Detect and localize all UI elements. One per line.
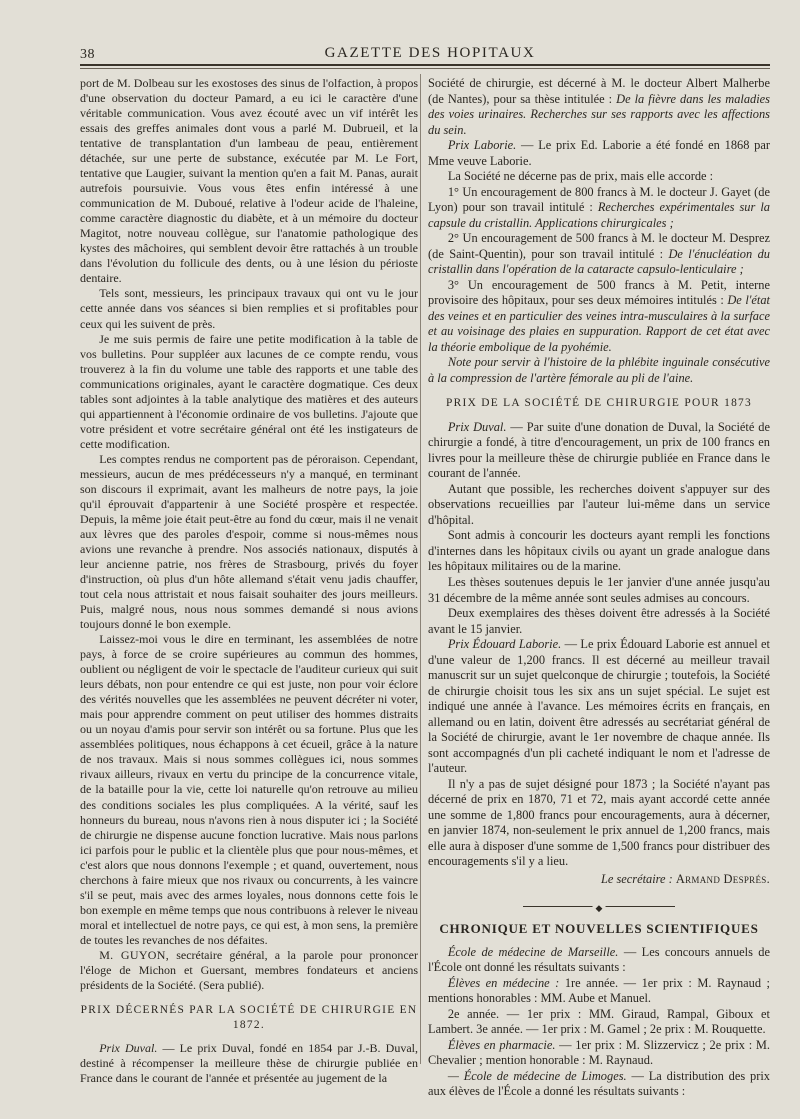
paragraph-text: 3° Un encouragement de 500 francs à M. Petit, interne provisoire des hôpitaux, pour ses deux mémoires intitulés : [428,277,770,308]
paragraph-text: 2° Un encouragement de 500 francs à M. le docteur M. Desprez (de Saint-Quentin), pour son travail intitulé : [428,231,770,261]
paragraph-text: Je me suis permis de faire une petite modification à la table de vos bulletins. Pour suppléer aux lacunes de ce compte rendu, vous trouverez à la fin du volume une table des rapports et une table des communications originales, ayant le caractère dogmatique. Ces deux tables sont adjointes à la table analytique des matières et des auteurs qui appartiennent à l'économie ordinaire de vos bulletins. J'ajoute que votre président et votre secrétaire général ont été les instigateurs de cette modification. [80,331,418,451]
paragraph-text: 1° Un encouragement de 800 francs à M. le docteur J. Gayet (de Lyon) pour son travail intitulé : [428,184,770,215]
paragraph [428,482,770,529]
paragraph [428,528,770,575]
left-column [80,76,418,1086]
column-separator [420,74,421,1064]
page-number: 38 [80,47,95,62]
right-column [428,76,770,1100]
paragraph-text: Deux exemplaires des thèses doivent être adressés à la Société avant le 15 janvier. [428,606,770,636]
paragraph-text: Les thèses soutenues depuis le 1er janvier d'une année jusqu'au 31 décembre de la même année sont seules admises au concours. [428,574,770,605]
paragraph [428,945,770,976]
paragraph [80,76,418,286]
signature [428,872,770,888]
paragraph-text: 1re année. — 1er prix : M. Raynaud ; mentions honorables : MM. Aube et Manuel. [428,975,770,1006]
paragraph [428,169,770,185]
paragraph-italic: De l'état des veines et en particulier des veines intra-musculaires à la surface et au voisinage des plaies en suppuration. Rapport de cet état avec la théorie embolique de la pyohémie. [428,293,770,354]
paragraph [428,278,770,356]
paragraph-lead: Prix Duval. [99,1040,158,1055]
paragraph-text: port de M. Dolbeau sur les exostoses des sinus de l'olfaction, à propos d'une observation du docteur Pamard, a eu ici le caractère d'une véritable communication. Vous avez écouté avec un vif intérêt les essais des greffes animales dont vous a parlé M. Dubrueil, et la tentative de transplantation d'un lambeau de peau, entièrement détachée, sur une perte de substance, exécutée par M. Le Fort, tentative que Laugier, suivant la mention qu'en a fait M. Panas, aurait autrefois poursuivie. Vous vous êtes enfin intéressé à une communication de M. Duboué, relative à l'odeur acide de l'haleine, comme caractère diagnostic du diabète, et à un mémoire du docteur Magitot, notre nouveau collègue, sur l'anatomie pathologique des kystes des mâchoires, qui semblent devoir être rattachés à un trouble dans l'évolution du follicule des dents, ou à une lésion du périoste dentaire. [80,76,418,286]
paragraph [428,76,770,138]
paragraph-text: — Le prix Ed. Laborie a été fondé en 1868 par Mme veuve Laborie. [428,138,770,168]
diamond-ornament-icon: ◆ [593,901,606,917]
paragraph [428,637,770,777]
paragraph-lead: École de médecine de Marseille. [447,944,619,959]
paragraph-text: Sont admis à concourir les docteurs ayant rempli les fonctions d'internes dans les hôpitaux civils ou ayant un grade analogue dans les hôpitaux militaires ou de la marine. [428,528,770,574]
paragraph-lead: M. GUYON, [99,947,170,962]
paragraph-text: 2e année. — 1er prix : MM. Giraud, Rampal, Giboux et Lambert. 3e année. — 1er prix : M. Gamel ; 2e prix : M. Rouquette. [428,1006,770,1037]
paragraph-text: Tels sont, messieurs, les principaux travaux qui ont vu le jour cette année dans vos séances si bien remplies et si profitables pour ceux qui les suivent de près. [80,286,418,331]
paragraph-text: secrétaire général, a la parole pour prononcer l'éloge de Michon et Guersant, membres fondateurs et anciens présidents de la Société. (Sera publié). [80,947,418,992]
paragraph [428,1069,770,1100]
paragraph [80,452,418,632]
paragraph [428,231,770,278]
paragraph [428,1007,770,1038]
paragraph-text: — Le prix Édouard Laborie est annuel et d'une valeur de 1,200 francs. Il est décerné au meilleur travail manuscrit sur un sujet quelconque de chirurgie ; toutefois, la Société de chirurgie choisit tous les six ans un sujet spécial. Le sujet est indiqué une année à l'avance. Les mémoires écrits en français, en allemand ou en latin, doivent être adressés au secrétariat général de la Société de chirurgie, avant le 1er novembre de chaque année. Ils sont accompagnés d'un pli cacheté indiquant le nom et l'adresse de l'auteur. [428,637,771,776]
section-heading: PRIX DÉCERNÉS PAR LA SOCIÉTÉ DE CHIRURGIE EN 1872. [80,1003,418,1031]
paragraph-text: — Les concours annuels de l'École ont donné les résultats suivants : [428,944,771,975]
paragraph-text: — Par suite d'une donation de Duval, la Société de chirurgie a fondé, à titre d'encouragement, un prix de 100 francs en livres pour la meilleure thèse de chirurgie publiée en France dans le courant de l'année. [428,419,770,481]
paragraph-lead: Élèves en médecine : [447,975,560,990]
section-heading: PRIX DE LA SOCIÉTÉ DE CHIRURGIE POUR 1873 [445,397,753,410]
paragraph [428,777,770,870]
paragraph [428,606,770,637]
paragraph-text: Société de chirurgie, est décerné à M. le docteur Albert Malherbe (de Nantes), pour sa thèse intitulée : [428,76,770,106]
paragraph-text: Il n'y a pas de sujet désigné pour 1873 ; la Société n'ayant pas décerné de prix en 1870, 71 et 72, mais ayant accordé cette année une somme de 1,800 francs pour encouragements, aura à décerner, en janvier 1874, non-seulement le prix annuel de 1,200 francs, mais elle aura à disposer d'une somme de 1,500 francs pour distribuer des encouragements s'il y a lieu. [428,776,770,869]
header-rule-thin [80,68,770,69]
paragraph-lead: Prix Duval. [447,419,507,434]
paragraph-lead: Prix Laborie. [447,138,517,153]
paragraph [428,420,770,482]
paragraph-text: La Société ne décerne pas de prix, mais elle accorde : [447,169,714,184]
paragraph [80,948,418,993]
paragraph-italic: Recherches expérimentales sur la capsule du cristallin. Applications chirurgicales ; [428,200,770,230]
paragraph-lead: Élèves en pharmacie. [447,1037,556,1052]
running-head: GAZETTE DES HOPITAUX [324,45,536,61]
paragraph-italic: De l'énucléation du cristallin dans l'opération de la cataracte capsulo-lenticulaire ; [428,246,770,277]
paragraph [428,575,770,606]
paragraph [428,355,770,386]
paragraph-text: Laissez-moi vous le dire en terminant, les assemblées de notre pays, à force de se croire supérieures au commun des hommes, oublient ou négligent de voir le spectacle de l'auditeur curieux qui suit leurs débats, non pour entendre ce qui est juste, non pour voir éclore des vérités nouvelles que les assemblées ne peuvent décréter ni voter, mais pour apprendre comment on peut utiliser des hommes distraits ou un noyau d'amis pour servir son intérêt ou sa fortune. Plus que les assemblées politiques, nous échappons à cet écueil, grâce à la nature de nos travaux. Mais si nous sommes collègues ici, nous sommes rivaux ailleurs, rivaux en vertu du principe de la concurrence vitale, de la bataille pour la vie, cette loi naturelle qu'on retrouve au milieu des conditions sociales les plus compliquées. A la vérité, sauf les honneurs du bureau, nous n'avons rien à nous disputer ici ; la Société de chirurgie ne dispense aucune fonction lucrative. Mais nous parlons ici parfois pour le public et la clientèle plus que pour nous-mêmes, et c'est alors que nous donnons l'exemple ; et quand, ouvertement, nous cherchons à faire mieux que nos rivaux ou concurrents, à les vaincre s'il se peut, mais avec des armes loyales, nous donnons cette fois le bon exemple en même temps que nous contribuons à relever le niveau moral et intellectuel de notre pays, ce qui est, à mon sens, la première de toutes les revanches de nos défaites. [80,632,418,947]
paragraph [80,332,418,452]
paragraph-italic: Note pour servir à l'histoire de la phlébite inguinale consécutive à la compression de l'artère fémorale au pli de l'aine. [428,355,770,385]
paragraph-italic: De la fièvre dans les maladies des voies urinaires. Recherches sur ses rapports avec les affections du sein. [428,91,770,137]
paragraph [428,138,770,169]
paragraph-text: — 1er prix : M. Slizzervicz ; 2e prix : M. Chevalier ; mention honorable : M. Raynaud. [428,1037,770,1068]
chronicle-heading: CHRONIQUE ET NOUVELLES SCIENTIFIQUES [439,921,759,937]
paragraph-text: — Le prix Duval, fondé en 1854 par J.-B. Duval, destiné à récompenser la meilleure thèse de chirurgie publiée en France dans le courant de l'année et présentée au jugement de la [80,1040,418,1086]
paragraph [428,1038,770,1069]
paragraph-lead: — École de médecine de Limoges. [447,1068,627,1083]
paragraph [80,632,418,948]
signature-label: Le secrétaire : [600,871,676,886]
paragraph-text: — La distribution des prix aux élèves de l'École a donné les résultats suivants : [428,1068,770,1099]
paragraph-lead: Prix Édouard Laborie. [447,637,562,652]
paragraph-text: Les comptes rendus ne comportent pas de péroraison. Cependant, messieurs, aucun de mes prédécesseurs n'y a manqué, en terminant son discours il exprimait, avant les malheurs de notre pays, la joie qu'il éprouvait d'appartenir à une Société prospère et respectée. Depuis, la même joie était peut-être au fond du cœur, mais il ne venait aux lèvres que des paroles d'espoir, comme si nous-mêmes nous avions une revanche à prendre. Nos associés nationaux, disputés à leur ancienne patrie, nos frères de Strasbourg, privés du foyer d'instruction, où plus d'un hôte allemand s'était venu jadis chauffer, tout cela nous attristait et nous faisait souhaiter des jours meilleurs. Puis, malgré nous, nous nous sommes demandé si nous avions toujours donné le bon exemple. [80,451,418,632]
paragraph-text: Autant que possible, les recherches doivent s'appuyer sur des observations recueillies par l'auteur lui-même dans un service d'hôpital. [428,481,770,527]
section-ornament [428,901,770,914]
paragraph [80,1041,418,1086]
signature-name: Armand Després. [675,871,770,886]
paragraph [428,976,770,1007]
header-rule [80,64,770,66]
paragraph [80,286,418,331]
paragraph [428,185,770,232]
